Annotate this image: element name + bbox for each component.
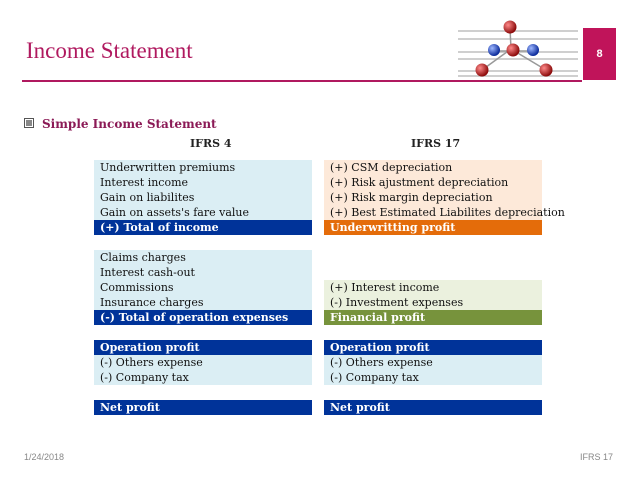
list-item: Gain on liabilites xyxy=(100,191,195,204)
footer-date: 1/24/2018 xyxy=(24,452,65,462)
list-item: (-) Others expense xyxy=(100,356,203,369)
molecule-logo-icon xyxy=(452,15,582,80)
ifrs4-expense-total: (-) Total of operation expenses xyxy=(94,310,312,325)
checkbox-bullet-icon xyxy=(24,118,34,128)
list-item: (-) Investment expenses xyxy=(330,296,464,309)
list-item: Commissions xyxy=(100,281,174,294)
list-item: Interest income xyxy=(100,176,189,189)
ifrs4-others-block xyxy=(94,355,312,385)
title-divider xyxy=(22,80,582,82)
list-item: (+) Risk margin depreciation xyxy=(330,191,493,204)
list-item: (+) Best Estimated Liabilites depreciation xyxy=(330,206,565,219)
ifrs4-income-block xyxy=(94,160,312,220)
slide-title: Income Statement xyxy=(26,38,193,63)
ifrs17-underwriting-profit: Underwritting profit xyxy=(324,220,542,235)
ifrs17-net-profit: Net profit xyxy=(324,400,542,415)
list-item: Claims charges xyxy=(100,251,186,264)
ifrs17-financial-profit: Financial profit xyxy=(324,310,542,325)
page-number: 8 xyxy=(583,28,616,80)
list-item: Interest cash-out xyxy=(100,266,195,279)
list-item: (+) CSM depreciation xyxy=(330,161,453,174)
ifrs4-net-profit: Net profit xyxy=(94,400,312,415)
column-header-ifrs4: IFRS 4 xyxy=(190,137,232,150)
ifrs17-operation-profit: Operation profit xyxy=(324,340,542,355)
list-item: (+) Interest income xyxy=(330,281,440,294)
column-header-ifrs17: IFRS 17 xyxy=(411,137,461,150)
list-item: Insurance charges xyxy=(100,296,204,309)
list-item: Gain on assets's fare value xyxy=(100,206,250,219)
list-item: (-) Company tax xyxy=(100,371,189,384)
list-item: (-) Company tax xyxy=(330,371,419,384)
subtitle: Simple Income Statement xyxy=(42,117,217,131)
ifrs17-underwriting-block xyxy=(324,160,565,220)
ifrs17-others-block xyxy=(324,355,542,385)
ifrs4-income-total: (+) Total of income xyxy=(94,220,312,235)
list-item: (-) Others expense xyxy=(330,356,433,369)
ifrs4-operation-profit: Operation profit xyxy=(94,340,312,355)
list-item: (+) Risk ajustment depreciation xyxy=(330,176,509,189)
list-item: Underwritten premiums xyxy=(100,161,236,174)
footer-label: IFRS 17 xyxy=(580,452,614,462)
ifrs4-expense-block xyxy=(94,250,312,310)
ifrs17-financial-block xyxy=(324,280,542,310)
